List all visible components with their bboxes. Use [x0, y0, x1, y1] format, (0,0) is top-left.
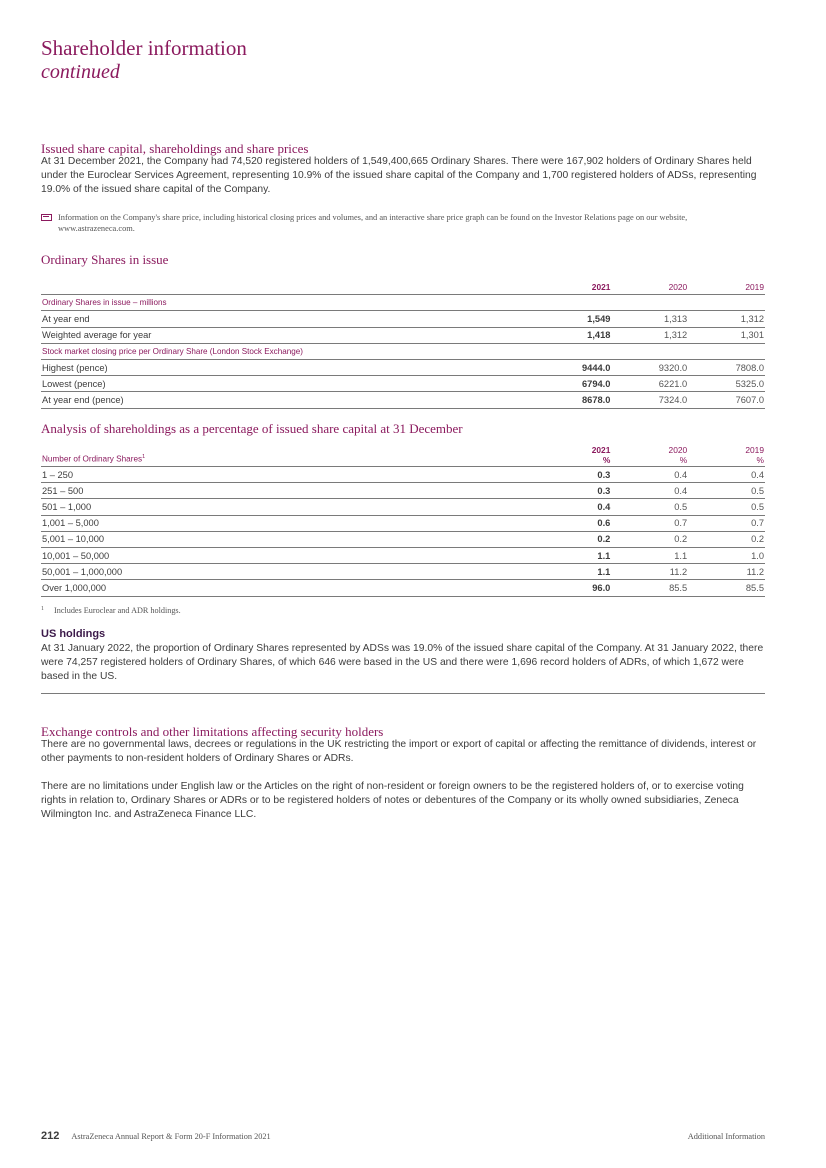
table-row: [41, 392, 765, 408]
cell-2019: 0.2: [688, 531, 765, 547]
cell-2019: 7808.0: [688, 359, 765, 375]
cell-2019: 1,301: [688, 327, 765, 343]
cell-2019: 5325.0: [688, 376, 765, 392]
table-row: [41, 311, 765, 327]
us-holdings-body: At 31 January 2022, the proportion of Ordinary Shares represented by ADSs was 19.0% of the issued share capital of the Company. At 31 January 2022, there were 74,257 registered holders of Ordinary Shares, of which 646 were based in the US and there were 1,696 record holders of ADRs, of which 1,672 were based in the US.: [41, 643, 764, 682]
ordinary-shares-table: [41, 279, 765, 409]
page-subtitle: continued: [41, 61, 120, 83]
table-row: [41, 483, 765, 499]
section-label: Stock market closing price per Ordinary Share (London Stock Exchange): [41, 343, 765, 359]
year-header: 2019 %: [688, 443, 765, 467]
cell-2021: 0.3: [558, 467, 612, 483]
cell-2019: 0.5: [688, 499, 765, 515]
year-header: 2020 %: [611, 443, 688, 467]
cell-2019: 1,312: [688, 311, 765, 327]
cell-2020: 0.5: [611, 499, 688, 515]
shareholdings-table: [41, 443, 765, 597]
section-label: Ordinary Shares in issue – millions: [41, 295, 765, 311]
cell-2020: 7324.0: [611, 392, 688, 408]
cell-2020: 0.7: [611, 515, 688, 531]
cell-2020: 6221.0: [611, 376, 688, 392]
cell-2021: 0.6: [558, 515, 612, 531]
cell-2019: 0.4: [688, 467, 765, 483]
cell-2021: 1,418: [557, 327, 612, 343]
cell-2019: 1.0: [688, 547, 765, 563]
table-row: [41, 580, 765, 596]
cell-2019: 85.5: [688, 580, 765, 596]
cell-2020: 1,313: [611, 311, 688, 327]
table-row: [41, 531, 765, 547]
year-header: 2020: [611, 279, 688, 295]
cell-2019: 0.7: [688, 515, 765, 531]
info-note: [41, 212, 766, 234]
issued-share-capital-body: At 31 December 2021, the Company had 74,520 registered holders of 1,549,400,665 Ordinary Shares. There were 167,902 holders of Ordinary Shares held under the Euroclear Services Agreement, representing 10.9% of the issued share capital of the Company and 1,700 registered holders of ADSs, representing 19.0% of the issued share capital of the Company.: [41, 156, 757, 195]
report-title: AstraZeneca Annual Report & Form 20-F Information 2021: [71, 1132, 271, 1141]
cell-2021: 8678.0: [557, 392, 612, 408]
row-label: 501 – 1,000: [41, 499, 558, 515]
row-label: 50,001 – 1,000,000: [41, 564, 558, 580]
year-header: 2021: [557, 279, 612, 295]
row-label: 1,001 – 5,000: [41, 515, 558, 531]
cell-2020: 1.1: [611, 547, 688, 563]
table-header-row: [41, 279, 765, 295]
cell-2019: 11.2: [688, 564, 765, 580]
cell-2021: 0.4: [558, 499, 612, 515]
label-header: Number of Ordinary Shares$^1$: [41, 443, 558, 467]
table-row: [41, 359, 765, 375]
cell-2019: 0.5: [688, 483, 765, 499]
table-row: [41, 327, 765, 343]
table-row: [41, 467, 765, 483]
cell-2021: 1,549: [557, 311, 612, 327]
cell-2020: 11.2: [611, 564, 688, 580]
table-header-row: [41, 443, 765, 467]
section-name: Additional Information: [687, 1132, 765, 1141]
table-row: [41, 515, 765, 531]
table-row: [41, 499, 765, 515]
row-label: 251 – 500: [41, 483, 558, 499]
cell-2021: 0.3: [558, 483, 612, 499]
table-row: [41, 564, 765, 580]
footnote-text: Includes Euroclear and ADR holdings.: [54, 606, 181, 615]
cell-2020: 9320.0: [611, 359, 688, 375]
row-label: 10,001 – 50,000: [41, 547, 558, 563]
cell-2020: 0.4: [611, 483, 688, 499]
cell-2021: 0.2: [558, 531, 612, 547]
cell-2021: 1.1: [558, 547, 612, 563]
cell-2020: 0.4: [611, 467, 688, 483]
shareholdings-heading: Analysis of shareholdings as a percentage of issued share capital at 31 December: [41, 421, 463, 436]
cell-2021: 6794.0: [557, 376, 612, 392]
row-label: At year end: [41, 311, 557, 327]
cell-2019: 7607.0: [688, 392, 765, 408]
cell-2021: 1.1: [558, 564, 612, 580]
exchange-controls-body-1: There are no governmental laws, decrees or regulations in the UK restricting the import or export of capital or affecting the remittance of dividends, interest or other payments to non-resident holders of Ordinary Shares or ADRs.: [41, 739, 757, 764]
info-note-text: Information on the Company's share price, including historical closing prices and volumes, and an interactive share price graph can be found on the Investor Relations page on our website, www.astrazeneca.com.: [58, 213, 688, 233]
exchange-controls-heading: Exchange controls and other limitations affecting security holders: [41, 724, 384, 739]
monitor-icon: [41, 214, 52, 221]
row-label: Highest (pence): [41, 359, 557, 375]
row-label: At year end (pence): [41, 392, 557, 408]
issued-share-capital-heading: Issued share capital, shareholdings and share prices: [41, 141, 309, 156]
table-section-row: [41, 295, 765, 311]
ordinary-shares-heading: Ordinary Shares in issue: [41, 252, 169, 267]
cell-2020: 0.2: [611, 531, 688, 547]
table-row: [41, 376, 765, 392]
page-number: 212: [41, 1130, 60, 1142]
year-header: 2019: [688, 279, 765, 295]
page-title: Shareholder information: [41, 36, 247, 60]
page-footer: [41, 1130, 765, 1142]
cell-2020: 85.5: [611, 580, 688, 596]
cell-2020: 1,312: [611, 327, 688, 343]
table-row: [41, 547, 765, 563]
cell-2021: 9444.0: [557, 359, 612, 375]
footnote-mark: 1: [41, 606, 44, 612]
row-label: 1 – 250: [41, 467, 558, 483]
cell-2021: 96.0: [558, 580, 612, 596]
us-holdings-heading: US holdings: [41, 628, 106, 640]
row-label: Over 1,000,000: [41, 580, 558, 596]
year-header: 2021 %: [558, 443, 612, 467]
row-label: 5,001 – 10,000: [41, 531, 558, 547]
row-label: Lowest (pence): [41, 376, 557, 392]
exchange-controls-body-2: There are no limitations under English law or the Articles on the right of non-resident or foreign owners to be the registered holders of, or to exercise voting rights in relation to, Ordinary Shares or ADRs or to be registered holders of notes or debentures of the Company or its wholly owned subsidiaries, Zeneca Wilmington Inc. and AstraZeneca Finance LLC.: [41, 781, 744, 820]
section-divider: [41, 693, 765, 694]
row-label: Weighted average for year: [41, 327, 557, 343]
table-footnote: [41, 606, 181, 615]
table-section-row: [41, 343, 765, 359]
